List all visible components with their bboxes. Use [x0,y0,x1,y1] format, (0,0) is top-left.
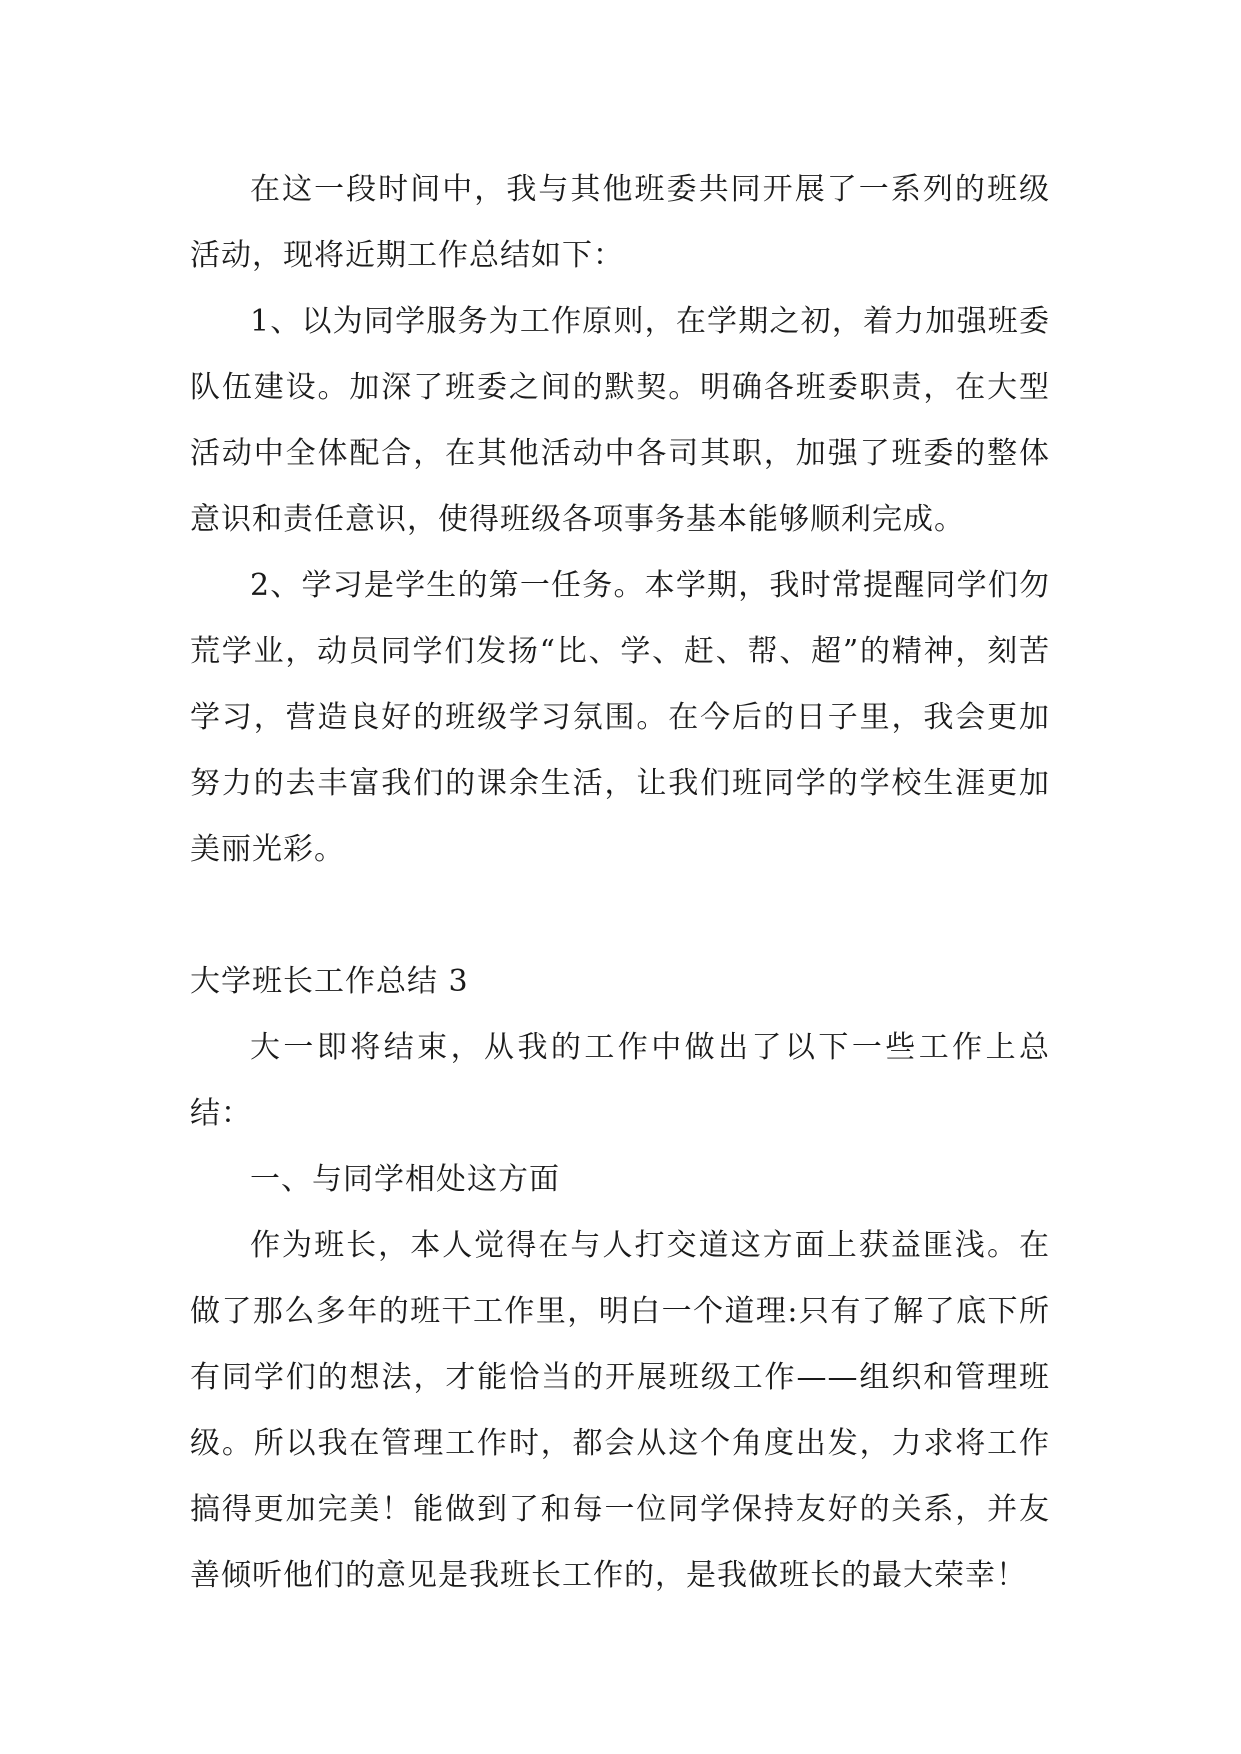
section-title: 大学班长工作总结 3 [190,964,469,999]
document-body [190,157,1050,1609]
paragraph-classmates: 作为班长，本人觉得在与人打交道这方面上获益匪浅。在做了那么多年的班干工作里，明白一个道理:只有了解了底下所有同学们的想法，才能恰当的开展班级工作——组织和管理班级。所以我在管理工作时，都会从这个角度出发，力求将工作搞得更加完美！能做到了和每一位同学保持友好的关系，并友善倾听他们的意见是我班长工作的，是我做班长的最大荣幸！ [190,1228,1050,1593]
section-spacer [190,883,1050,949]
paragraph-intro: 在这一段时间中，我与其他班委共同开展了一系列的班级活动，现将近期工作总结如下： [190,172,1050,273]
paragraph-item-1: 1、以为同学服务为工作原则，在学期之初，着力加强班委队伍建设。加深了班委之间的默契。明确各班委职责，在大型活动中全体配合，在其他活动中各司其职，加强了班委的整体意识和责任意识，使得班级各项事务基本能够顺利完成。 [190,304,1050,537]
paragraph-section-intro: 大一即将结束，从我的工作中做出了以下一些工作上总结： [190,1030,1050,1131]
subheading-classmates: 一、与同学相处这方面 [250,1162,560,1197]
paragraph-item-2: 2、学习是学生的第一任务。本学期，我时常提醒同学们勿荒学业，动员同学们发扬“比、学、赶、帮、超”的精神，刻苦学习，营造良好的班级学习氛围。在今后的日子里，我会更加努力的去丰富我们的课余生活，让我们班同学的学校生涯更加美丽光彩。 [190,568,1050,867]
